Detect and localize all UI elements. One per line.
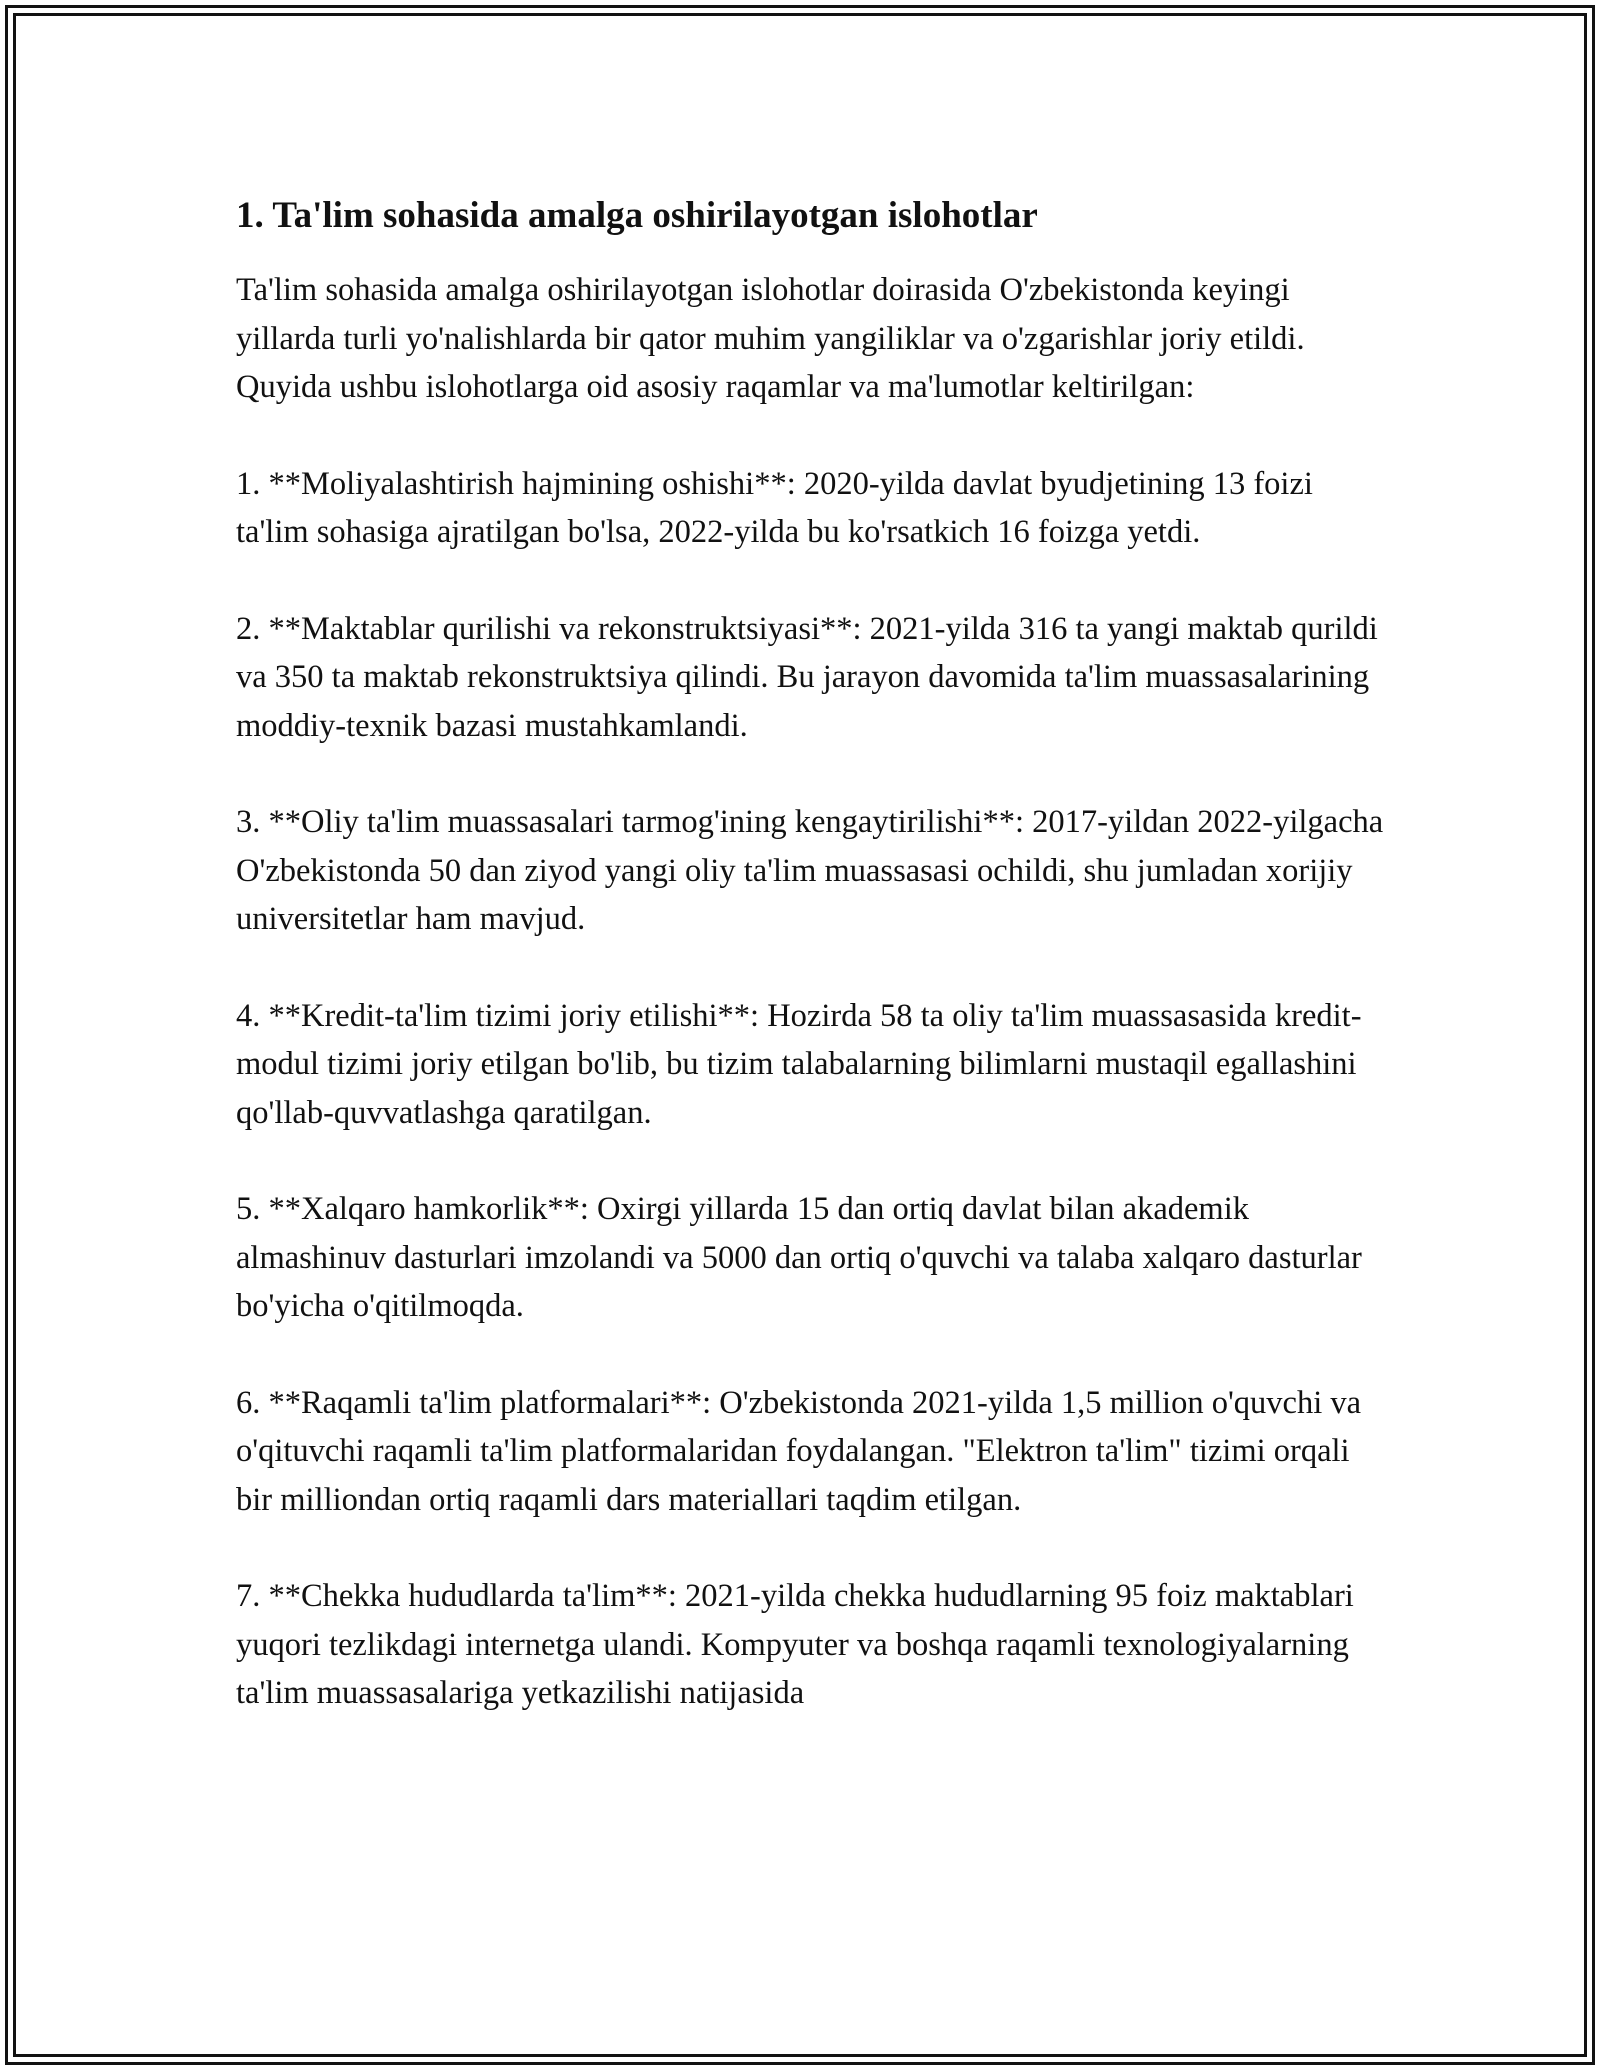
list-item-1: 1. **Moliyalashtirish hajmining oshishi**: 2020-yilda davlat byudjetining 13 foizi ta'lim sohasiga ajratilgan bo'lsa, 2022-yilda bu ko'rsatkich 16 foizga yetdi. (236, 465, 1313, 550)
section-heading: 1. Ta'lim sohasida amalga oshirilayotgan islohotlar (236, 195, 1038, 236)
intro-paragraph: Ta'lim sohasida amalga oshirilayotgan islohotlar doirasida O'zbekistonda keyingi yillarda turli yo'nalishlarda bir qator muhim yangiliklar va o'zgarishlar joriy etildi. Quyida ushbu islohotlarga oid asosiy raqamlar va ma'lumotlar keltirilgan: (236, 272, 1305, 405)
list-item-3: 3. **Oliy ta'lim muassasalari tarmog'ining kengaytirilishi**: 2017-yildan 2022-yilgacha O'zbekistonda 50 dan ziyod yangi oliy ta'lim muassasasi ochildi, shu jumladan xorijiy universitetlar ham mavjud. (236, 804, 1384, 937)
list-item-5: 5. **Xalqaro hamkorlik**: Oxirgi yillarda 15 dan ortiq davlat bilan akademik almashinuv dasturlari imzolandi va 5000 dan ortiq o'quvchi va talaba xalqaro dasturlar bo'yicha o'qitilmoqda. (236, 1191, 1362, 1324)
document-body (236, 186, 1386, 1766)
list-item-6: 6. **Raqamli ta'lim platformalari**: O'zbekistonda 2021-yilda 1,5 million o'quvchi va o'qituvchi raqamli ta'lim platformalaridan foydalangan. "Elektron ta'lim" tizimi orqali bir milliondan ortiq raqamli dars materiallari taqdim etilgan. (236, 1384, 1362, 1518)
list-item-4: 4. **Kredit-ta'lim tizimi joriy etilishi**: Hozirda 58 ta oliy ta'lim muassasasida kredit-modul tizimi joriy etilgan bo'lib, bu tizim talabalarning bilimlarni mustaqil egallashini qo'llab-quvvatlashga qaratilgan. (236, 997, 1362, 1131)
list-item-7: 7. **Chekka hududlarda ta'lim**: 2021-yilda chekka hududlarning 95 foiz maktablari yuqori tezlikdagi internetga ulandi. Kompyuter va boshqa raqamli texnologiyalarning ta'lim muassasalariga yetkazilishi natijasida (236, 1578, 1354, 1711)
list-item-2: 2. **Maktablar qurilishi va rekonstruktsiyasi**: 2021-yilda 316 ta yangi maktab qurildi va 350 ta maktab rekonstruktsiya qilindi. Bu jarayon davomida ta'lim muassasalarining moddiy-texnik bazasi mustahkamlandi. (236, 610, 1378, 744)
